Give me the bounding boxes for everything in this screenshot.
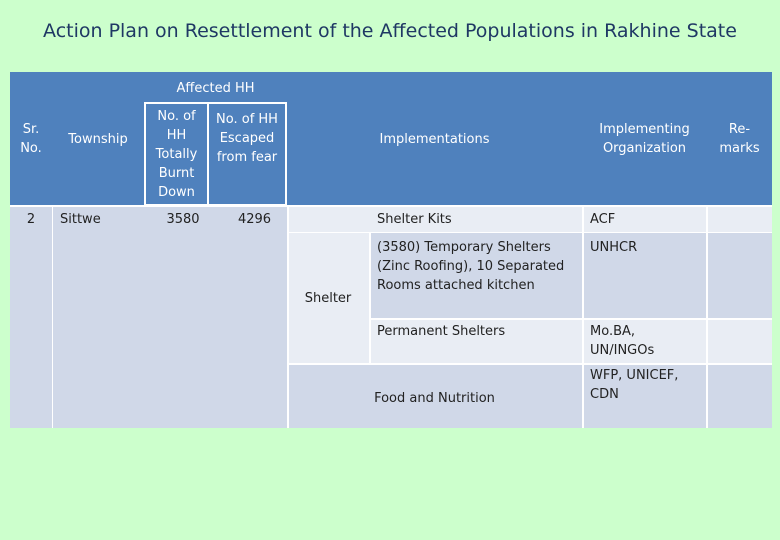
item-3-implementation: Permanent Shelters: [369, 318, 582, 364]
shelter-category-top: [287, 206, 369, 232]
header-affected-hh: Affected HH: [144, 72, 287, 104]
item-4-implementation: Food and Nutrition: [287, 364, 582, 428]
row-hh-burnt: 3580: [144, 206, 222, 428]
grid-line: [706, 206, 708, 428]
item-1-remarks: [707, 206, 772, 232]
header-implementations: Implementations: [287, 72, 582, 206]
header-remarks: Re-marks: [707, 72, 772, 206]
item-1-implementation: Shelter Kits: [369, 206, 582, 232]
item-3-remarks: [707, 318, 772, 364]
header-hh-burnt: No. of HH Totally Burnt Down: [144, 102, 209, 206]
row-sr-no: 2: [10, 206, 52, 428]
grid-line: [289, 232, 772, 233]
grid-line: [582, 206, 584, 428]
grid-line: [287, 206, 289, 428]
header-hh-escaped: No. of HH Escaped from fear: [207, 102, 287, 206]
grid-line: [369, 318, 772, 320]
grid-line: [10, 205, 772, 207]
item-1-organization: ACF: [582, 206, 707, 232]
header-township: Township: [52, 72, 144, 206]
item-4-organization: WFP, UNICEF, CDN: [582, 364, 707, 428]
shelter-category: Shelter: [287, 232, 369, 364]
item-2-implementation: (3580) Temporary Shelters (Zinc Roofing), 10 Separated Rooms attached kitchen: [369, 232, 582, 318]
grid-line: [287, 363, 772, 365]
grid-line: [369, 232, 371, 364]
page-title: Action Plan on Resettlement of the Affected Populations in Rakhine State: [43, 20, 737, 42]
item-4-remarks: [707, 364, 772, 428]
header-implementing-organization: Implementing Organization: [582, 72, 707, 206]
grid-line: [52, 206, 53, 428]
row-township: Sittwe: [52, 206, 144, 428]
row-hh-escaped: 4296: [222, 206, 287, 428]
item-2-organization: UNHCR: [582, 232, 707, 318]
header-sr-no: Sr. No.: [10, 72, 52, 206]
item-3-organization: Mo.BA, UN/INGOs: [582, 318, 707, 364]
item-2-remarks: [707, 232, 772, 318]
